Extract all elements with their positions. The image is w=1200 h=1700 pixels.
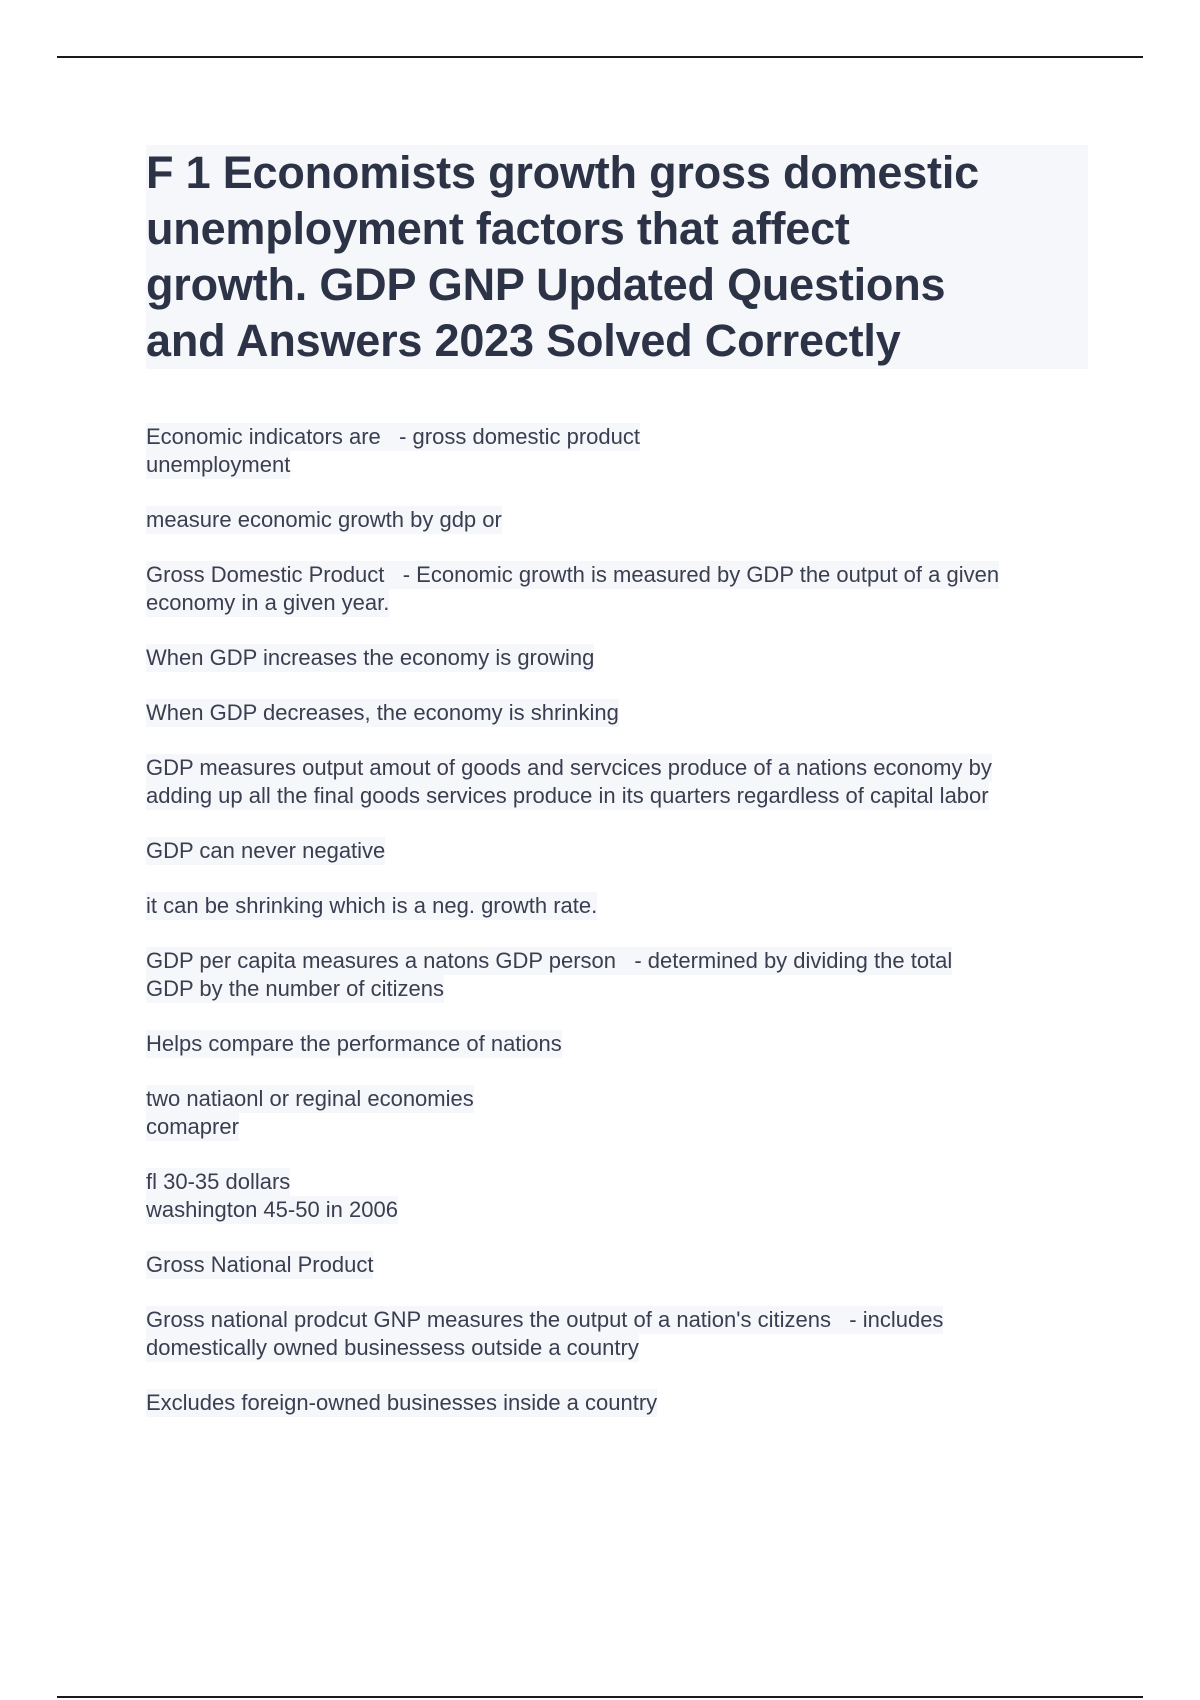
qa-entry: [146, 837, 1106, 865]
title-line: unemployment factors that affect: [146, 203, 850, 254]
qa-line: Gross National Product: [146, 1252, 374, 1277]
qa-entry: [146, 1030, 1106, 1058]
qa-entry: [146, 644, 1106, 672]
qa-line: GDP per capita measures a natons GDP person - determined by dividing the total: [146, 948, 953, 973]
qa-line: domestically owned businessess outside a country: [146, 1335, 639, 1360]
qa-entry: [146, 1389, 1106, 1417]
document-title: [146, 145, 1088, 369]
qa-line: When GDP decreases, the economy is shrinking: [146, 700, 619, 725]
qa-entry: [146, 1168, 1106, 1224]
top-divider: [57, 56, 1143, 58]
qa-line: unemployment: [146, 452, 291, 477]
qa-entry: [146, 1085, 1106, 1141]
qa-entry: [146, 1251, 1106, 1279]
title-block: [146, 145, 1088, 369]
qa-line: GDP measures output amout of goods and servcices produce of a nations economy by: [146, 755, 992, 780]
qa-line: GDP by the number of citizens: [146, 976, 444, 1001]
qa-entry: [146, 423, 1106, 479]
bottom-divider: [57, 1696, 1143, 1698]
qa-line: When GDP increases the economy is growing: [146, 645, 595, 670]
qa-line: Gross Domestic Product - Economic growth is measured by GDP the output of a given: [146, 562, 1000, 587]
qa-line: comaprer: [146, 1114, 239, 1139]
title-line: growth. GDP GNP Updated Questions: [146, 259, 946, 310]
qa-line: GDP can never negative: [146, 838, 386, 863]
qa-entry: [146, 947, 1106, 1003]
qa-entry: [146, 506, 1106, 534]
qa-line: Excludes foreign-owned businesses inside a country: [146, 1390, 658, 1415]
qa-entry: [146, 561, 1106, 617]
qa-line: it can be shrinking which is a neg. growth rate.: [146, 893, 598, 918]
qa-line: washington 45-50 in 2006: [146, 1197, 398, 1222]
qa-line: two natiaonl or reginal economies: [146, 1086, 474, 1111]
qa-line: Economic indicators are - gross domestic product: [146, 424, 640, 449]
title-line: and Answers 2023 Solved Correctly: [146, 315, 901, 366]
qa-line: Gross national prodcut GNP measures the output of a nation's citizens - includes: [146, 1307, 944, 1332]
qa-entry: [146, 754, 1106, 810]
qa-line: economy in a given year.: [146, 590, 390, 615]
qa-list: [146, 423, 1106, 1444]
qa-line: adding up all the final goods services produce in its quarters regardless of capital labor: [146, 783, 989, 808]
qa-entry: [146, 892, 1106, 920]
qa-line: fl 30-35 dollars: [146, 1169, 291, 1194]
qa-line: Helps compare the performance of nations: [146, 1031, 562, 1056]
title-line: F 1 Economists growth gross domestic: [146, 147, 979, 198]
qa-entry: [146, 1306, 1106, 1362]
qa-line: measure economic growth by gdp or: [146, 507, 502, 532]
qa-entry: [146, 699, 1106, 727]
